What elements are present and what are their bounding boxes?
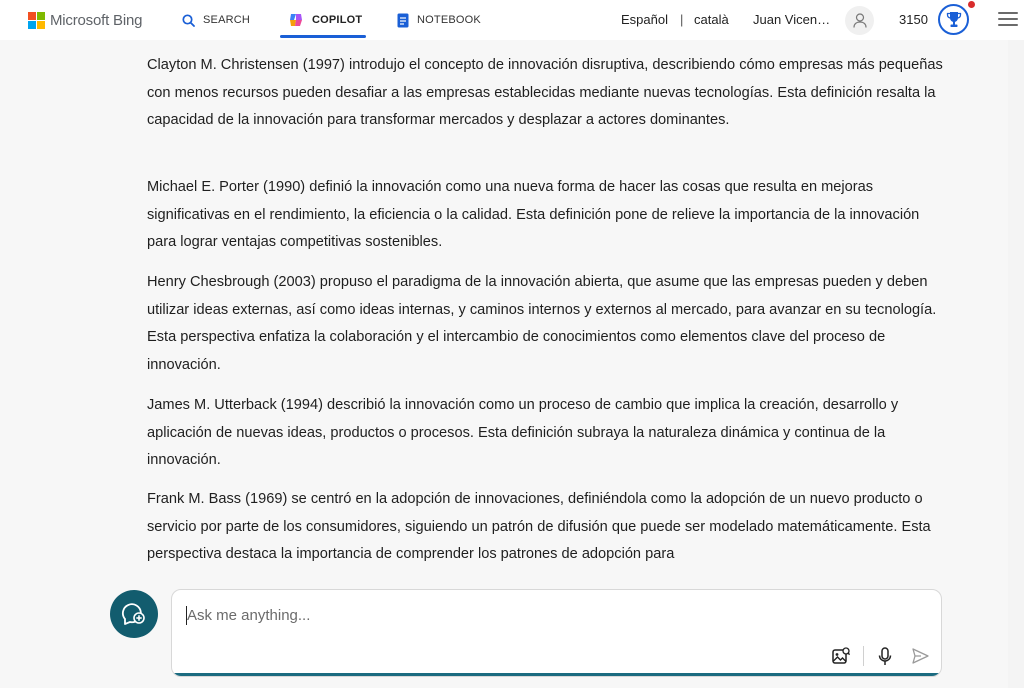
response-paragraph: Clayton M. Christensen (1997) introdujo el concepto de innovación disruptiva, describiendo cómo empresas más pequeñas con menos recursos pueden desafiar a las empresas establecidas mediante nuevas tecnologías. Esta definición resalta la capacidad de la innovación para transformar mercados y desplazar a actores dominantes.	[147, 57, 943, 128]
response-paragraph: James M. Utterback (1994) describió la innovación como un proceso de cambio que implica la creación, desarrollo y aplicación de nuevas ideas, productos o procesos. Esta definición subraya la naturaleza dinámica y continua de la innovación.	[147, 397, 899, 468]
new-chat-icon	[121, 602, 147, 626]
scrollbar-track[interactable]	[1008, 40, 1024, 688]
tab-copilot[interactable]	[288, 0, 362, 40]
top-header	[0, 0, 1024, 40]
response-paragraph: Henry Chesbrough (2003) propuso el paradigma de la innovación abierta, que asume que las empresas pueden y deben utilizar ideas externas, así como ideas internas, y caminos internos y externos al mercado, para avanzar en su tecnología. Esta perspectiva enfatiza la colaboración y el intercambio de conocimientos como elementos clave del proceso de innovación.	[147, 274, 937, 373]
response-paragraph: Frank M. Bass (1969) se centró en la adopción de innovaciones, definiéndola como la adopción de un nuevo producto o servicio por parte de los consumidores, siguiendo un patrón de difusión que puede ser modelado matemáticamente. Esta perspectiva destaca la importancia de comprender los patrones de adopción para	[147, 491, 931, 562]
add-image-button[interactable]	[829, 644, 853, 668]
bing-logo[interactable]	[28, 10, 142, 30]
active-tab-indicator	[280, 35, 366, 38]
tab-search[interactable]	[182, 0, 250, 40]
logo-text: Microsoft Bing	[50, 11, 143, 29]
toolbar-divider	[863, 646, 864, 666]
chat-compose-box	[171, 589, 942, 677]
copilot-icon	[288, 12, 304, 28]
voice-input-button[interactable]	[873, 644, 897, 668]
language-espanol[interactable]: Español	[621, 12, 668, 27]
new-topic-button[interactable]	[110, 590, 158, 638]
send-button[interactable]	[908, 644, 932, 668]
search-icon	[182, 14, 195, 27]
copilot-response	[0, 40, 1024, 565]
language-catala[interactable]: català	[694, 12, 729, 27]
send-icon	[912, 648, 929, 664]
notebook-icon	[397, 13, 409, 28]
avatar[interactable]	[845, 6, 874, 35]
image-search-icon	[832, 647, 850, 665]
tab-copilot-label: COPILOT	[312, 14, 363, 26]
user-icon	[853, 13, 867, 28]
microsoft-logo-icon	[28, 12, 45, 29]
language-separator: |	[680, 12, 684, 27]
rewards-points[interactable]: 3150	[899, 12, 928, 27]
tab-search-label: SEARCH	[203, 14, 251, 26]
microphone-icon	[878, 647, 892, 666]
response-paragraph: Michael E. Porter (1990) definió la innovación como una nueva forma de hacer las cosas que resulta en mejoras significativas en el rendimiento, la eficiencia o la calidad. Esta definición pone de relieve la importancia de la innovación para lograr ventajas competitivas sostenibles.	[147, 179, 920, 250]
notification-dot	[968, 1, 975, 8]
tab-notebook[interactable]	[397, 0, 481, 40]
rewards-button[interactable]	[938, 4, 969, 35]
tab-notebook-label: NOTEBOOK	[417, 14, 481, 26]
trophy-icon	[946, 11, 962, 29]
hamburger-menu-icon[interactable]	[998, 10, 1018, 28]
chat-input[interactable]	[187, 602, 787, 628]
user-name[interactable]: Juan Vicen…	[753, 12, 831, 27]
compose-accent-bar	[172, 673, 941, 676]
